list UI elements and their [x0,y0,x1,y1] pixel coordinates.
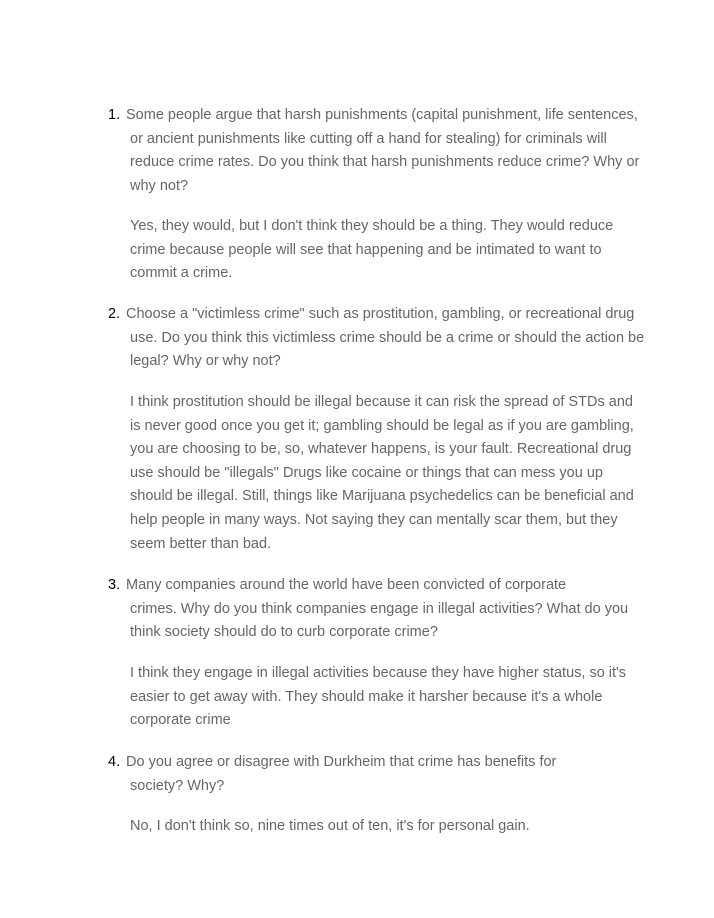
question-number: 2. [108,306,121,322]
answer-line: help people in many ways. Not saying they can mentally scar them, but they [130,511,618,528]
answer-line: you are choosing to be, so, whatever happens, is your fault. Recreational drug [130,441,632,458]
question-text-line: why not? [130,177,189,194]
answer-line: Yes, they would, but I don't think they should be a thing. They would reduce [130,218,614,234]
question-text-line: Do you agree or disagree with Durkheim that crime has benefits for [126,754,557,770]
question-text-continuation [130,598,628,645]
question-text-continuation [130,327,644,374]
answer-line: easier to get away with. They should make it harsher because it's a whole [130,688,603,705]
answer-line: seem better than bad. [130,535,272,552]
question-number: 1. [108,107,121,123]
answer-line: is never good once you get it; gambling should be legal as if you are gambling, [130,417,634,434]
answer-line: No, I don't think so, nine times out of ten, it's for personal gain. [130,818,530,834]
answer-line: commit a crime. [130,265,233,282]
answer-line: I think they engage in illegal activities because they have higher status, so it's [130,665,627,681]
question-number: 4. [108,754,121,770]
question-text-continuation [130,128,639,199]
answer-paragraph [130,391,634,556]
question-number: 3. [108,577,121,593]
question-text-line: society? Why? [130,777,225,794]
answer-paragraph [130,215,613,286]
question-text-continuation [130,775,224,799]
answer-paragraph [130,662,626,733]
question-text-line: crimes. Why do you think companies engage in illegal activities? What do you [130,600,629,617]
answer-line: corporate crime [130,712,231,729]
question-text-line: use. Do you think this victimless crime should be a crime or should the action be [130,329,645,346]
question-text-line: or ancient punishments like cutting off a hand for stealing) for criminals will [130,130,607,147]
answer-line: I think prostitution should be illegal because it can risk the spread of STDs and [130,394,633,410]
question-text-line: think society should do to curb corporate crime? [130,624,438,640]
answer-line: use should be "illegals" Drugs like cocaine or things that can mess you up [130,464,603,481]
question-text-line: legal? Why or why not? [130,353,281,369]
question-text-line: Some people argue that harsh punishments (capital punishment, life sentences, [126,107,638,123]
answer-paragraph [130,815,530,839]
question-text-line: Choose a "victimless crime" such as prostitution, gambling, or recreational drug [126,306,635,322]
answer-line: crime because people will see that happening and be intimated to want to [130,241,602,258]
question-text-line: Many companies around the world have been convicted of corporate [126,577,567,593]
answer-line: should be illegal. Still, things like Marijuana psychedelics can be beneficial and [130,488,634,505]
question-text-line: reduce crime rates. Do you think that harsh punishments reduce crime? Why or [130,154,640,170]
